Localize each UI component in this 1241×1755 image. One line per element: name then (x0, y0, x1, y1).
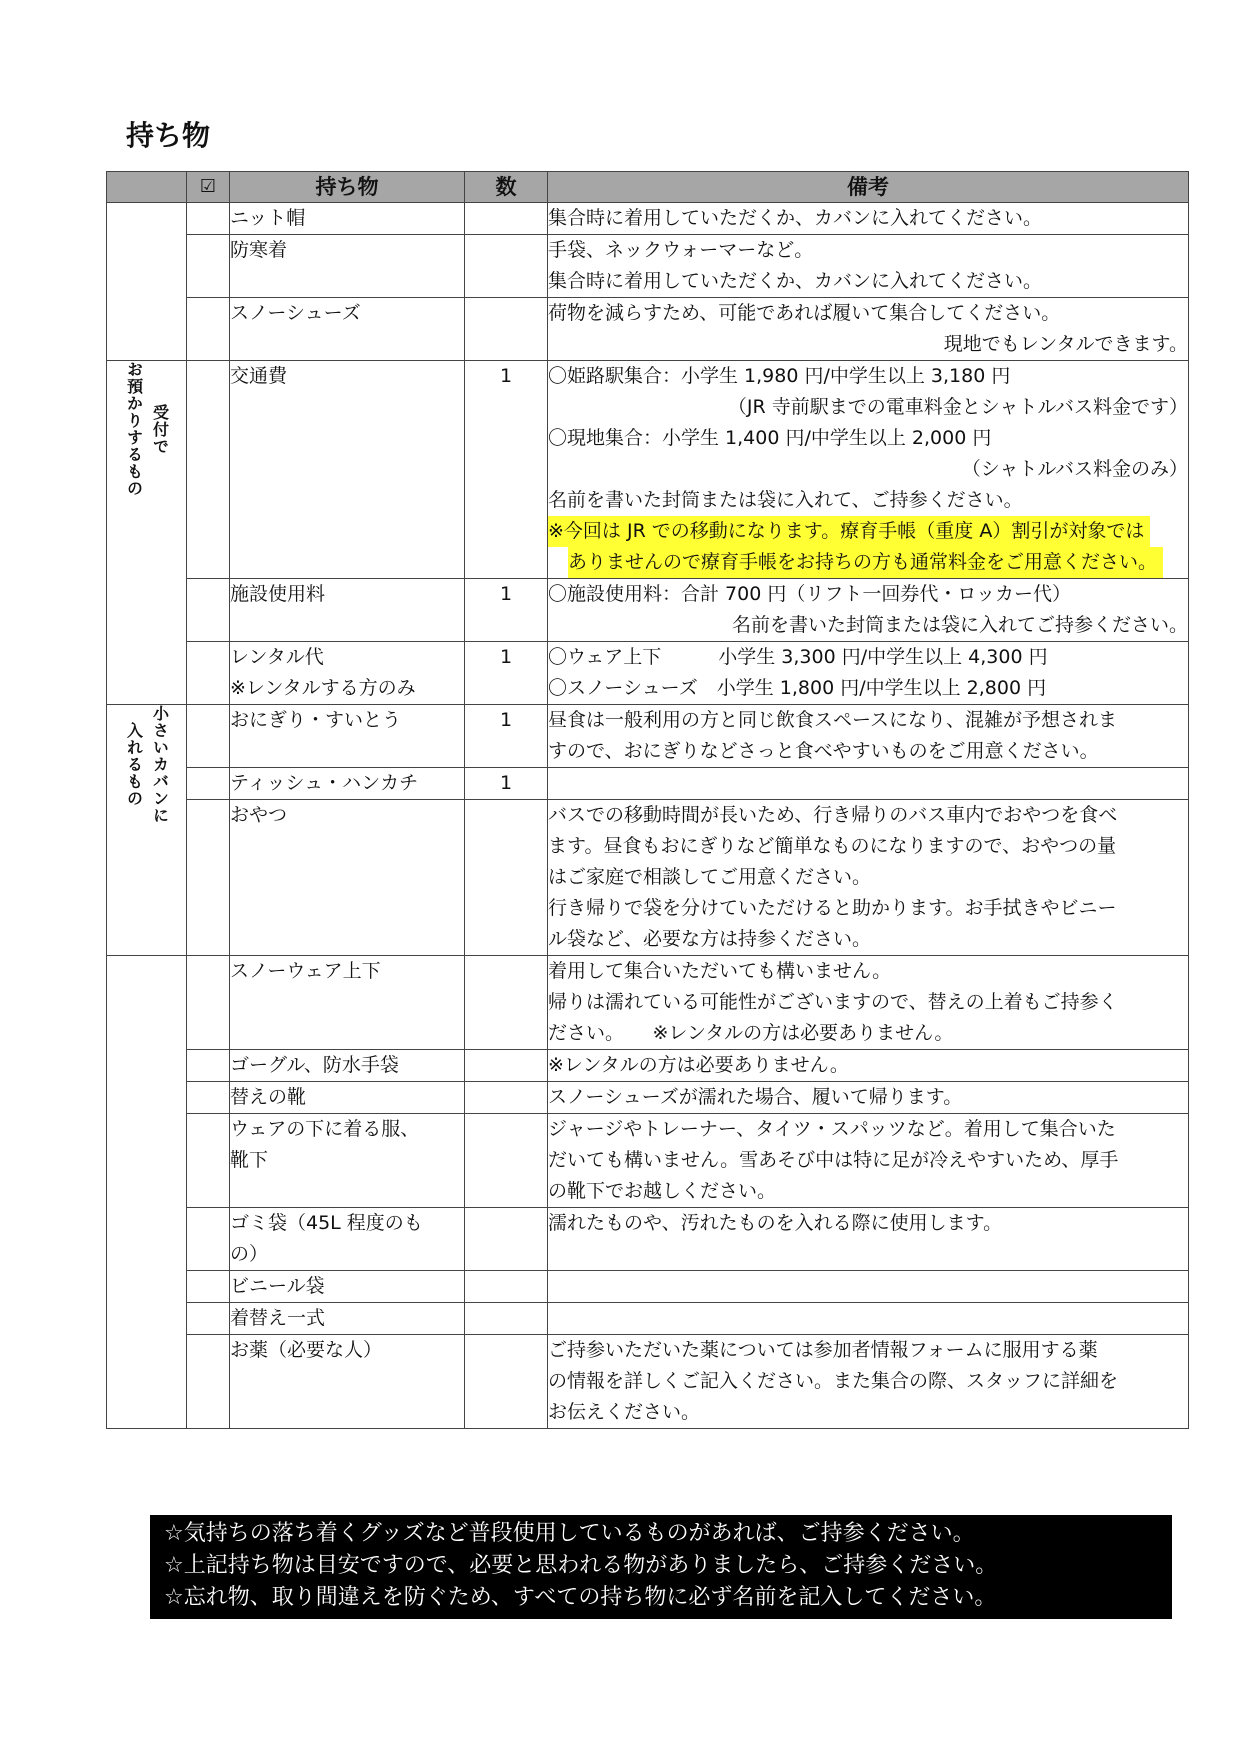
note-cell: 〇施設使用料：合計 700 円（リフト一回券代・ロッカー代） 名前を書いた封筒または袋に入れてご持参ください。 (548, 579, 1189, 642)
checkbox-cell[interactable] (187, 1050, 230, 1082)
item-cell: 交通費 (230, 361, 465, 579)
checkbox-cell[interactable] (187, 298, 230, 361)
note-cell: ※レンタルの方は必要ありません。 (548, 1050, 1189, 1082)
item-cell: レンタル代 ※レンタルする方のみ (230, 642, 465, 705)
table-row (107, 1050, 1189, 1082)
item-cell: スノーウェア上下 (230, 956, 465, 1050)
note-cell: ご持参いただいた薬については参加者情報フォームに服用する薬 の情報を詳しくご記入ください。また集合の際、スタッフに詳細を お伝えください。 (548, 1335, 1189, 1429)
qty-cell (465, 1303, 548, 1335)
checkbox-cell[interactable] (187, 1271, 230, 1303)
checkbox-cell[interactable] (187, 579, 230, 642)
qty-cell: 1 (465, 642, 548, 705)
note-header: 備考 (548, 172, 1189, 203)
table-row (107, 705, 1189, 768)
checkbox-cell[interactable] (187, 768, 230, 800)
note-cell: 〇ウェア上下 小学生 3,300 円/中学生以上 4,300 円 〇スノーシューズ 小学生 1,800 円/中学生以上 2,800 円 (548, 642, 1189, 705)
note-cell: ジャージやトレーナー、タイツ・スパッツなど。着用して集合いた だいても構いません。雪あそび中は特に足が冷えやすいため、厚手 の靴下でお越しください。 (548, 1114, 1189, 1208)
note-cell: スノーシューズが濡れた場合、履いて帰ります。 (548, 1082, 1189, 1114)
qty-cell: 1 (465, 579, 548, 642)
item-cell: ニット帽 (230, 203, 465, 235)
item-cell: 防寒着 (230, 235, 465, 298)
table-row (107, 1335, 1189, 1429)
note-cell: 手袋、ネックウォーマーなど。 集合時に着用していただくか、カバンに入れてください。 (548, 235, 1189, 298)
note-cell: 濡れたものや、汚れたものを入れる際に使用します。 (548, 1208, 1189, 1271)
qty-cell (465, 1114, 548, 1208)
item-cell: お薬（必要な人） (230, 1335, 465, 1429)
table-row (107, 956, 1189, 1050)
qty-cell (465, 956, 548, 1050)
table-row (107, 361, 1189, 579)
checkbox-cell[interactable] (187, 705, 230, 768)
item-cell: 着替え一式 (230, 1303, 465, 1335)
footer-note-line: ☆気持ちの落ち着くグッズなど普段使用しているものがあれば、ご持参ください。 (164, 1521, 975, 1546)
checkbox-cell[interactable] (187, 203, 230, 235)
note-cell: 着用して集合いただいても構いません。 帰りは濡れている可能性がございますので、替えの上着もご持参く ださい。 ※レンタルの方は必要ありません。 (548, 956, 1189, 1050)
note-cell: 集合時に着用していただくか、カバンに入れてください。 (548, 203, 1189, 235)
category-cell-wear (107, 203, 187, 361)
qty-header: 数 (465, 172, 548, 203)
item-cell: おにぎり・すいとう (230, 705, 465, 768)
item-cell: ティッシュ・ハンカチ (230, 768, 465, 800)
table-header-row (107, 172, 1189, 203)
item-cell: 替えの靴 (230, 1082, 465, 1114)
category-label: 小さいカバンに (150, 705, 170, 824)
note-cell: 荷物を減らすため、可能であれば履いて集合してください。 現地でもレンタルできます。 (548, 298, 1189, 361)
category-header (107, 172, 187, 203)
note-cell: バスでの移動時間が長いため、行き帰りのバス車内でおやつを食べ ます。昼食もおにぎりなど簡単なものになりますので、おやつの量 はご家庭で相談してご用意ください。 行き帰りで袋を分けていただけると助かります。お手拭きやビニー ル袋など、必要な方は持参ください。 (548, 800, 1189, 956)
table-row (107, 579, 1189, 642)
qty-cell (465, 800, 548, 956)
table-row (107, 800, 1189, 956)
category-label: 入れるもの (124, 722, 144, 807)
item-cell: ビニール袋 (230, 1271, 465, 1303)
table-row (107, 1082, 1189, 1114)
qty-cell: 1 (465, 361, 548, 579)
highlighted-notice: ※今回は JR での移動になります。療育手帳（重度 A）割引が対象では (548, 516, 1150, 547)
qty-cell (465, 1208, 548, 1271)
highlighted-notice: ありませんので療育手帳をお持ちの方も通常料金をご用意ください。 (568, 547, 1163, 578)
table-row (107, 1271, 1189, 1303)
note-cell: 昼食は一般利用の方と同じ飲食スペースになり、混雑が予想されま すので、おにぎりなどさっと食べやすいものをご用意ください。 (548, 705, 1189, 768)
item-cell: おやつ (230, 800, 465, 956)
checkbox-cell[interactable] (187, 361, 230, 579)
table-row (107, 298, 1189, 361)
qty-cell (465, 1082, 548, 1114)
table-row (107, 768, 1189, 800)
qty-cell (465, 235, 548, 298)
qty-cell: 1 (465, 768, 548, 800)
item-cell: ウェアの下に着る服、 靴下 (230, 1114, 465, 1208)
footer-note-line: ☆忘れ物、取り間違えを防ぐため、すべての持ち物に必ず名前を記入してください。 (164, 1585, 997, 1610)
table-row (107, 1114, 1189, 1208)
item-cell: ゴーグル、防水手袋 (230, 1050, 465, 1082)
qty-cell (465, 298, 548, 361)
table-row (107, 1303, 1189, 1335)
qty-cell: 1 (465, 705, 548, 768)
category-cell-small-bag (107, 705, 187, 956)
category-label: お預かりするもの (124, 361, 144, 497)
checkbox-cell[interactable] (187, 235, 230, 298)
qty-cell (465, 203, 548, 235)
page-title: 持ち物 (126, 119, 211, 152)
qty-cell (465, 1050, 548, 1082)
checkbox-cell[interactable] (187, 1303, 230, 1335)
item-cell: スノーシューズ (230, 298, 465, 361)
note-cell (548, 1271, 1189, 1303)
checkbox-cell[interactable] (187, 1335, 230, 1429)
checkbox-cell[interactable] (187, 1114, 230, 1208)
checkbox-cell[interactable] (187, 1082, 230, 1114)
item-cell: ゴミ袋（45L 程度のも の） (230, 1208, 465, 1271)
checkbox-cell[interactable] (187, 1208, 230, 1271)
checkbox-cell[interactable] (187, 800, 230, 956)
footer-notes (150, 1515, 1172, 1619)
check-header: ☑ (187, 172, 230, 203)
category-cell-other (107, 956, 187, 1429)
note-cell (548, 1303, 1189, 1335)
table-row (107, 1208, 1189, 1271)
item-header: 持ち物 (230, 172, 465, 203)
category-cell-reception (107, 361, 187, 705)
qty-cell (465, 1335, 548, 1429)
item-cell: 施設使用料 (230, 579, 465, 642)
table-row (107, 235, 1189, 298)
note-cell (548, 768, 1189, 800)
checklist-table (106, 171, 1189, 1429)
table-row (107, 203, 1189, 235)
qty-cell (465, 1271, 548, 1303)
category-label: 受付で (150, 403, 170, 455)
note-cell: 〇姫路駅集合：小学生 1,980 円/中学生以上 3,180 円 （JR 寺前駅までの電車料金とシャトルバス料金です） 〇現地集合：小学生 1,400 円/中学生以上 2,000 円 （シャトルバス料金のみ） 名前を書いた封筒または袋に入れて、ご持参ください。 ※今回は JR での移動になります。療育手帳（重度 A）割引が対象では ありませんので療育手帳をお持ちの方も通常料金をご用意ください。 (548, 361, 1189, 579)
footer-note-line: ☆上記持ち物は目安ですので、必要と思われる物がありましたら、ご持参ください。 (164, 1553, 998, 1578)
table-row (107, 642, 1189, 705)
checkbox-cell[interactable] (187, 956, 230, 1050)
checkbox-cell[interactable] (187, 642, 230, 705)
